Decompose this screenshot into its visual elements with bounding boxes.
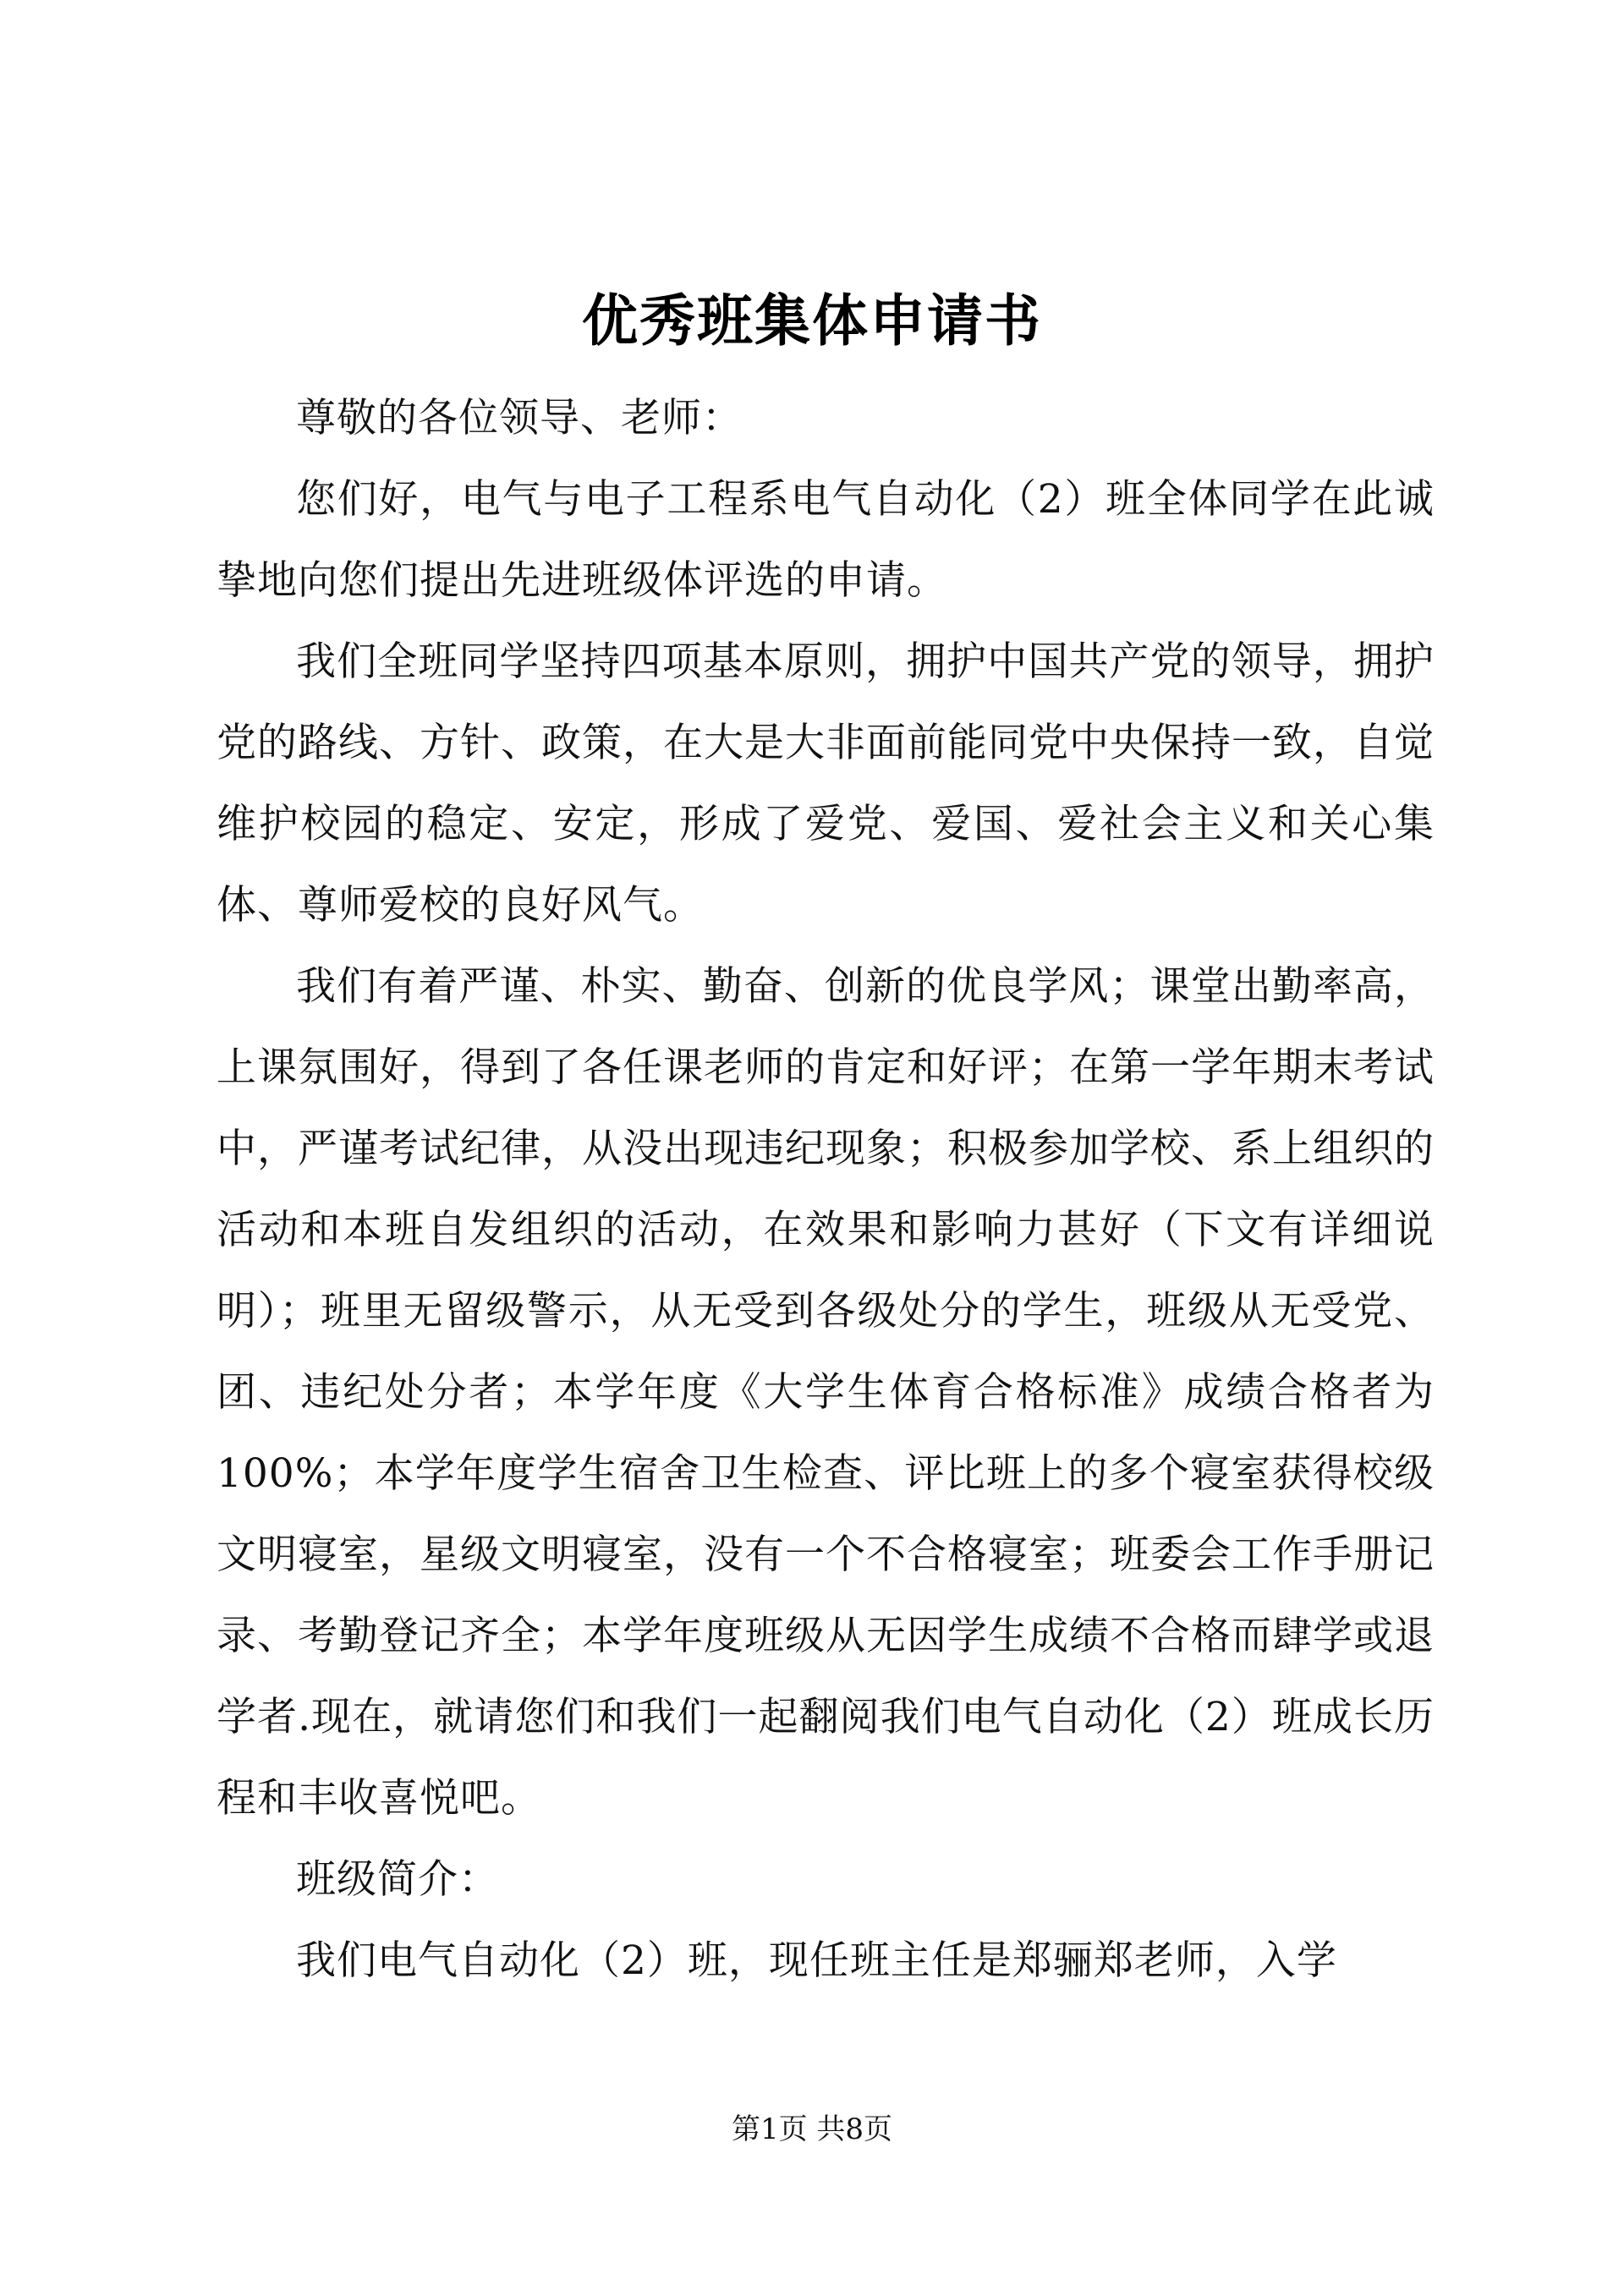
principles-paragraph: 我们全班同学坚持四项基本原则，拥护中国共产党的领导，拥护党的路线、方针、政策，在大是大非面前能同党中央保持一致，自觉维护校园的稳定、安定，形成了爱党、爱国、爱社会主义和关心集体、尊师爱校的良好风气。 [217, 638, 1435, 929]
study-style-paragraph: 我们有着严谨、朴实、勤奋、创新的优良学风；课堂出勤率高，上课氛围好，得到了各任课老师的肯定和好评；在第一学年期末考试中，严谨考试纪律，从没出现违纪现象；积极参加学校、系上组织的活动和本班自发组织的活动，在效果和影响力甚好（下文有详细说明）；班里无留级警示，从无受到各级处分的学生，班级从无受党、团、违纪处分者；本学年度《大学生体育合格标准》成绩合格者为100%；本学年度学生宿舍卫生检查、评比班上的多个寝室获得校级文明寝室，星级文明寝室，没有一个不合格寝室；班委会工作手册记录、考勤登记齐全；本学年度班级从无因学生成绩不合格而肆学或退学者.现在，就请您们和我们一起翻阅我们电气自动化（2）班成长历程和丰收喜悦吧。 [217, 963, 1435, 1822]
document-title: 优秀班集体申请书 [582, 288, 1042, 353]
salutation-paragraph: 尊敬的各位领导、老师： [296, 395, 743, 441]
page-number-footer: 第1页 共8页 [731, 2112, 893, 2146]
class-intro-paragraph: 我们电气自动化（2）班，现任班主任是郑骊郑老师，入学 [296, 1937, 1337, 1984]
class-intro-heading: 班级简介： [296, 1856, 499, 1903]
intro-paragraph: 您们好，电气与电子工程系电气自动化（2）班全体同学在此诚挚地向您们提出先进班级体评选的申请。 [217, 476, 1435, 604]
document-body [217, 378, 1435, 2002]
